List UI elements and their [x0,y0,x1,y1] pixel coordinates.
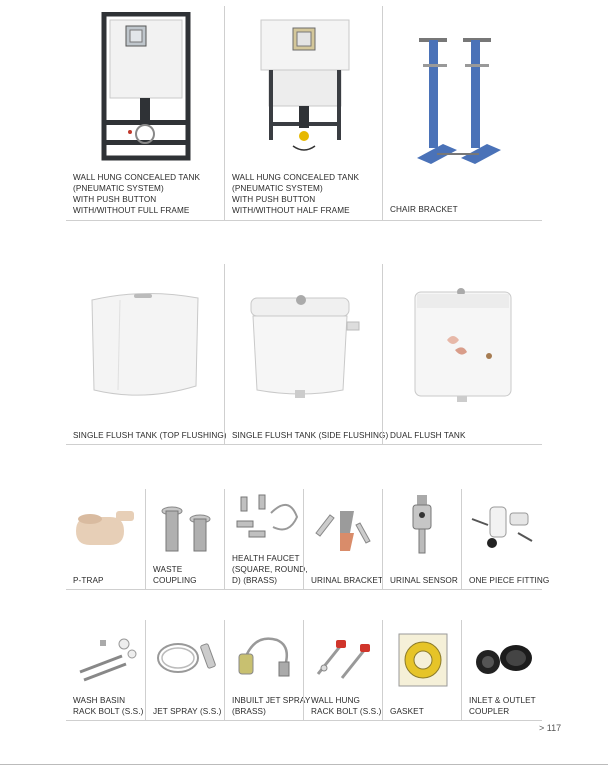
health-faucet-image [231,491,301,547]
caption-line: COUPLER [469,707,510,716]
caption-line: SINGLE FLUSH TANK (SIDE FLUSHING) [232,431,389,440]
wall-hung-rack-bolt-image [312,634,376,684]
caption-line: ONE PIECE FITTING [469,576,550,585]
product-one-piece-fitting [461,489,550,589]
caption-line: JET SPRAY (S.S.) [153,707,222,716]
concealed-tank-half-frame-image [255,16,355,156]
urinal-bracket-image [310,503,378,559]
footer-rule [0,764,608,765]
caption-line: WASH BASIN [73,696,126,705]
divider [66,220,542,221]
caption-line: SINGLE FLUSH TANK (TOP FLUSHING) [73,431,227,440]
product-wash-basin-rack-bolt [66,620,145,720]
flush-tank-top-image [86,286,204,404]
product-health-faucet [224,489,308,589]
product-wall-hung-rack-bolt [303,620,382,720]
jet-spray-image [152,638,220,678]
product-urinal-sensor [382,489,461,589]
caption-line: DUAL FLUSH TANK [390,431,466,440]
caption-line: WITH PUSH BUTTON [73,195,157,204]
caption-line: WASTE [153,565,183,574]
caption-line: P-TRAP [73,576,104,585]
concealed-tank-full-frame-image [96,12,196,162]
inlet-outlet-coupler-image [470,640,536,680]
product-chair-bracket [382,6,542,220]
caption-line: RACK BOLT (S.S.) [73,707,144,716]
gasket-image [397,632,449,688]
product-waste-coupling [145,489,224,589]
page-number: > 117 [539,723,562,733]
divider [66,720,542,721]
caption-line: INLET & OUTLET [469,696,536,705]
caption-line: WALL HUNG CONCEALED TANK [232,173,360,182]
product-urinal-bracket [303,489,382,589]
product-single-flush-top [66,264,227,444]
product-wall-hung-half-frame [224,6,382,220]
caption-line: URINAL BRACKET [311,576,384,585]
caption-line: WALL HUNG [311,696,360,705]
caption-line: (SQUARE, ROUND, [232,565,308,574]
product-inbuilt-jet-spray [224,620,311,720]
caption-line: WITH/WITHOUT HALF FRAME [232,206,350,215]
product-dual-flush [382,264,542,444]
caption-line: (BRASS) [232,707,266,716]
p-trap-image [72,505,140,553]
urinal-sensor-image [405,493,441,557]
flush-tank-side-image [245,292,365,402]
divider [66,444,542,445]
divider [66,589,542,590]
caption-line: URINAL SENSOR [390,576,458,585]
product-single-flush-side [224,264,389,444]
wash-basin-rack-bolt-image [74,636,138,682]
chair-bracket-image [413,32,513,168]
caption-line: INBUILT JET SPRAY [232,696,311,705]
dual-flush-tank-image [411,286,515,404]
caption-line: CHAIR BRACKET [390,205,458,214]
product-wall-hung-full-frame [66,6,224,220]
caption-line: D) (BRASS) [232,576,278,585]
caption-line: (PNEUMATIC SYSTEM) [73,184,164,193]
inbuilt-jet-spray-image [233,632,297,682]
caption-line: WITH PUSH BUTTON [232,195,316,204]
waste-coupling-image [156,503,218,555]
caption-line: WITH/WITHOUT FULL FRAME [73,206,190,215]
caption-line: GASKET [390,707,424,716]
caption-line: RACK BOLT (S.S.) [311,707,382,716]
product-jet-spray [145,620,224,720]
product-p-trap [66,489,145,589]
caption-line: COUPLING [153,576,197,585]
caption-line: (PNEUMATIC SYSTEM) [232,184,323,193]
product-inlet-outlet-coupler [461,620,542,720]
one-piece-fitting-image [468,503,538,555]
caption-line: HEALTH FAUCET [232,554,300,563]
product-gasket [382,620,461,720]
caption-line: WALL HUNG CONCEALED TANK [73,173,201,182]
